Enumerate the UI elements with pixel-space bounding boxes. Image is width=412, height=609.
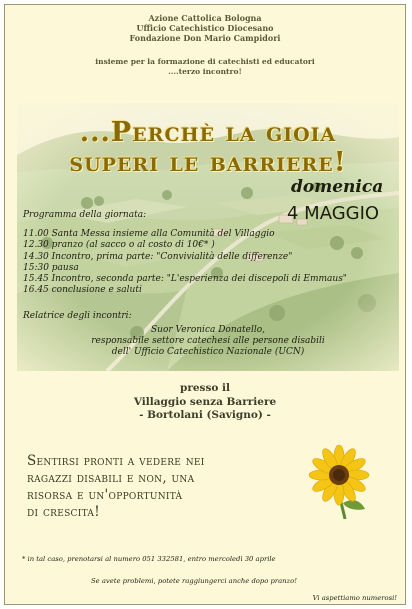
location-line: - Bortolani (Savigno) -	[139, 409, 271, 421]
booking-note: * in tal caso, prenotarsi al numero 051 332581, entro mercoledì 30 aprile	[22, 555, 276, 563]
program	[23, 210, 347, 296]
program-item: 11.00 Santa Messa insieme alla Comunità del Villaggio	[23, 229, 275, 240]
event-title-line2: superi le barriere!	[69, 147, 347, 178]
program-item: 15:30 pausa	[23, 262, 79, 273]
late-arrival-note: Se avete problemi, potete raggiungerci anche dopo pranzo!	[91, 577, 297, 585]
subheader-line: ....terzo incontro!	[168, 67, 242, 76]
location-line: presso il	[179, 382, 230, 394]
landscape-photo	[17, 103, 399, 371]
program-item: 12.30 pranzo (al sacco o al costo di 10€* )	[23, 240, 215, 251]
speaker-info	[17, 325, 399, 358]
organizer-line: Fondazione Don Mario Campidori	[129, 33, 281, 43]
speaker-heading: Relatrice degli incontri:	[23, 311, 132, 321]
event-date: 4 MAGGIO	[287, 203, 380, 224]
sunflower-icon	[299, 439, 379, 523]
event-title-line1: ...Perchè la gioia	[79, 117, 337, 148]
message-line: di crescita!	[27, 504, 100, 520]
organizer-line: Azione Cattolica Bologna	[148, 13, 262, 23]
event-day: domenica	[291, 177, 384, 197]
message-line: risorsa e un'opportunità	[27, 487, 183, 503]
location	[5, 382, 405, 423]
subheader-line: insieme per la formazione di catechisti ed educatori	[95, 57, 315, 66]
location-line: Villaggio senza Barriere	[133, 395, 277, 408]
organizer-line: Ufficio Catechistico Diocesano	[136, 23, 274, 33]
program-item: 16.45 conclusione e saluti	[23, 285, 142, 296]
speaker-line: Suor Veronica Donatello,	[151, 325, 265, 335]
message-line: ragazzi disabili e non, una	[27, 470, 195, 486]
flyer-page	[4, 4, 406, 605]
program-item: 15.45 Incontro, seconda parte: "L'esperienza dei discepoli di Emmaus"	[23, 274, 347, 285]
organizers-header	[5, 13, 405, 43]
speaker-line: dell' Ufficio Catechistico Nazionale (UCN)	[111, 347, 305, 357]
motto-message	[27, 453, 299, 521]
program-heading: Programma della giornata:	[23, 210, 147, 220]
program-item: 14.30 Incontro, prima parte: "Convivialità delle differenze"	[23, 251, 293, 262]
subheader	[5, 57, 405, 77]
message-line: Sentirsi pronti a vedere nei	[27, 453, 205, 469]
speaker-line: responsabile settore catechesi alle persone disabili	[91, 336, 325, 346]
closing-text: Vi aspettiamo numerosi!	[312, 594, 397, 602]
